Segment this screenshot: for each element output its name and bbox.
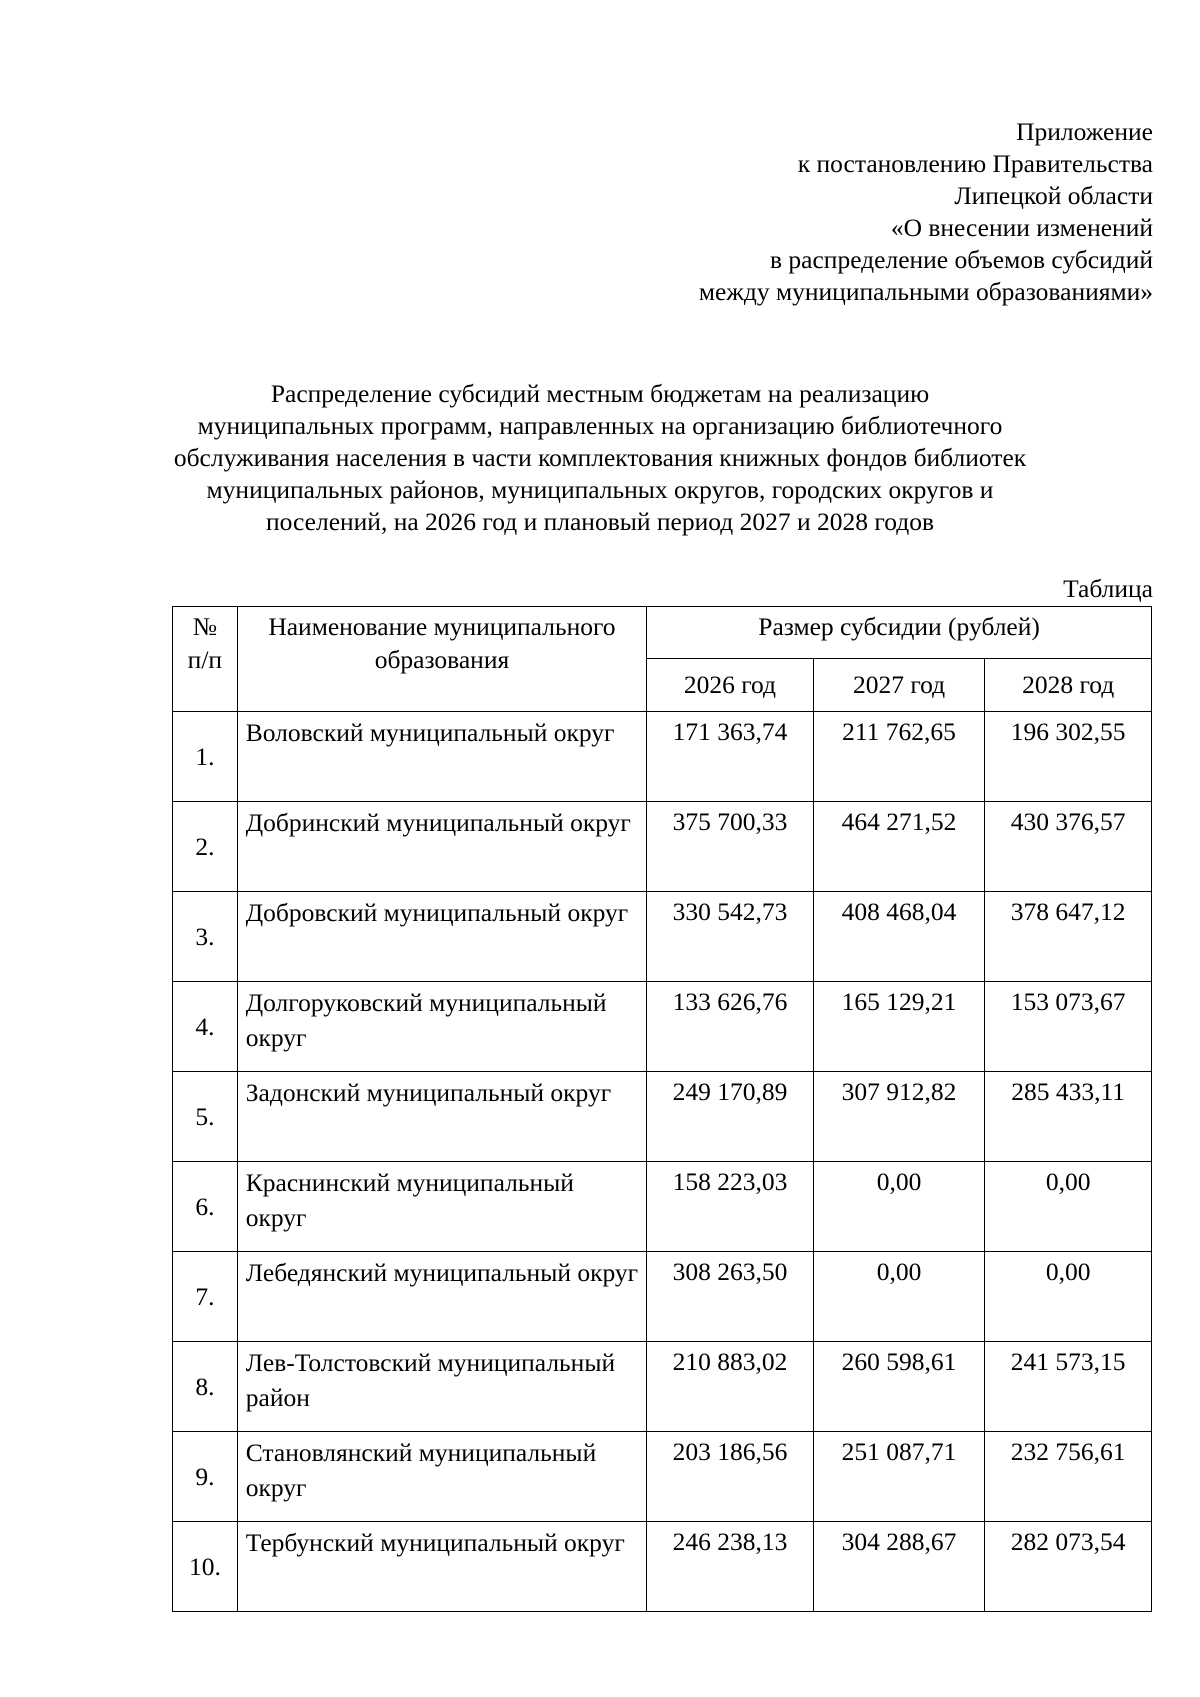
row-value-2026: 375 700,33: [647, 802, 814, 892]
appendix-line: между муниципальными образованиями»: [698, 277, 1153, 306]
appendix-header: [699, 116, 1153, 308]
row-value-2027: 165 129,21: [813, 982, 985, 1072]
row-value-2027: 0,00: [813, 1162, 985, 1252]
row-number: 8.: [173, 1342, 238, 1432]
table-row: [173, 1072, 1152, 1162]
row-value-2027: 464 271,52: [813, 802, 985, 892]
title-line: Распределение субсидий местным бюджетам на реализацию: [270, 379, 930, 408]
row-value-2026: 330 542,73: [647, 892, 814, 982]
table-row: [173, 892, 1152, 982]
table-row: [173, 1162, 1152, 1252]
table-row: [173, 802, 1152, 892]
table-caption: Таблица: [1063, 574, 1153, 603]
appendix-line: «О внесении изменений: [890, 213, 1153, 242]
row-value-2027: 260 598,61: [813, 1342, 985, 1432]
row-value-2028: 0,00: [985, 1162, 1152, 1252]
header-year-2027: 2027 год: [813, 659, 985, 712]
table-row: [173, 1342, 1152, 1432]
row-municipality-name: Воловский муниципальный округ: [237, 712, 646, 802]
row-value-2027: 211 762,65: [813, 712, 985, 802]
row-municipality-name: Лебедянский муниципальный округ: [237, 1252, 646, 1342]
table-row: [173, 1522, 1152, 1612]
table-row: [173, 712, 1152, 802]
row-value-2026: 171 363,74: [647, 712, 814, 802]
row-number: 10.: [173, 1522, 238, 1612]
row-value-2027: 307 912,82: [813, 1072, 985, 1162]
row-number: 3.: [173, 892, 238, 982]
title-line: муниципальных программ, направленных на организацию библиотечного: [197, 411, 1003, 440]
row-value-2028: 282 073,54: [985, 1522, 1152, 1612]
row-municipality-name: Долгоруковский муниципальный округ: [237, 982, 646, 1072]
appendix-line: в распределение объемов субсидий: [770, 245, 1153, 274]
row-value-2027: 251 087,71: [813, 1432, 985, 1522]
table-header-row: [173, 607, 1152, 659]
row-value-2028: 153 073,67: [985, 982, 1152, 1072]
row-value-2026: 210 883,02: [647, 1342, 814, 1432]
row-value-2028: 378 647,12: [985, 892, 1152, 982]
title-line: поселений, на 2026 год и плановый период 2027 и 2028 годов: [265, 507, 935, 536]
row-value-2026: 308 263,50: [647, 1252, 814, 1342]
table-row: [173, 982, 1152, 1072]
header-number-symbol: №: [192, 612, 218, 641]
header-number-abbr: п/п: [187, 645, 223, 674]
row-number: 2.: [173, 802, 238, 892]
row-municipality-name: Задонский муниципальный округ: [237, 1072, 646, 1162]
row-value-2027: 304 288,67: [813, 1522, 985, 1612]
table-row: [173, 1252, 1152, 1342]
header-year-2026: 2026 год: [647, 659, 814, 712]
row-value-2026: 133 626,76: [647, 982, 814, 1072]
row-value-2028: 430 376,57: [985, 802, 1152, 892]
header-number: [173, 607, 238, 712]
row-municipality-name: Лев-Толстовский муниципальный район: [237, 1342, 646, 1432]
row-municipality-name: Становлянский муниципальный округ: [237, 1432, 646, 1522]
row-value-2028: 196 302,55: [985, 712, 1152, 802]
row-value-2028: 241 573,15: [985, 1342, 1152, 1432]
row-value-2027: 408 468,04: [813, 892, 985, 982]
row-municipality-name: Краснинский муниципальный округ: [237, 1162, 646, 1252]
row-value-2027: 0,00: [813, 1252, 985, 1342]
row-number: 7.: [173, 1252, 238, 1342]
row-value-2026: 246 238,13: [647, 1522, 814, 1612]
row-value-2026: 249 170,89: [647, 1072, 814, 1162]
appendix-line: Липецкой области: [954, 181, 1153, 210]
table-row: [173, 1432, 1152, 1522]
row-value-2028: 285 433,11: [985, 1072, 1152, 1162]
appendix-line: Приложение: [1016, 117, 1153, 146]
title-line: обслуживания населения в части комплектования книжных фондов библиотек: [173, 443, 1027, 472]
row-number: 9.: [173, 1432, 238, 1522]
header-subsidy-size: Размер субсидии (рублей): [647, 607, 1152, 659]
appendix-line: к постановлению Правительства: [797, 149, 1153, 178]
header-name: Наименование муниципального образования: [237, 607, 646, 712]
title-line: муниципальных районов, муниципальных округов, городских округов и: [206, 475, 994, 504]
subsidy-table: [172, 606, 1152, 1612]
row-municipality-name: Добринский муниципальный округ: [237, 802, 646, 892]
document-title: [0, 378, 1200, 538]
table-body: [173, 712, 1152, 1612]
row-value-2026: 203 186,56: [647, 1432, 814, 1522]
row-value-2028: 232 756,61: [985, 1432, 1152, 1522]
header-year-2028: 2028 год: [985, 659, 1152, 712]
row-municipality-name: Тербунский муниципальный округ: [237, 1522, 646, 1612]
row-value-2028: 0,00: [985, 1252, 1152, 1342]
row-municipality-name: Добровский муниципальный округ: [237, 892, 646, 982]
row-number: 5.: [173, 1072, 238, 1162]
row-number: 1.: [173, 712, 238, 802]
row-number: 4.: [173, 982, 238, 1072]
row-number: 6.: [173, 1162, 238, 1252]
row-value-2026: 158 223,03: [647, 1162, 814, 1252]
